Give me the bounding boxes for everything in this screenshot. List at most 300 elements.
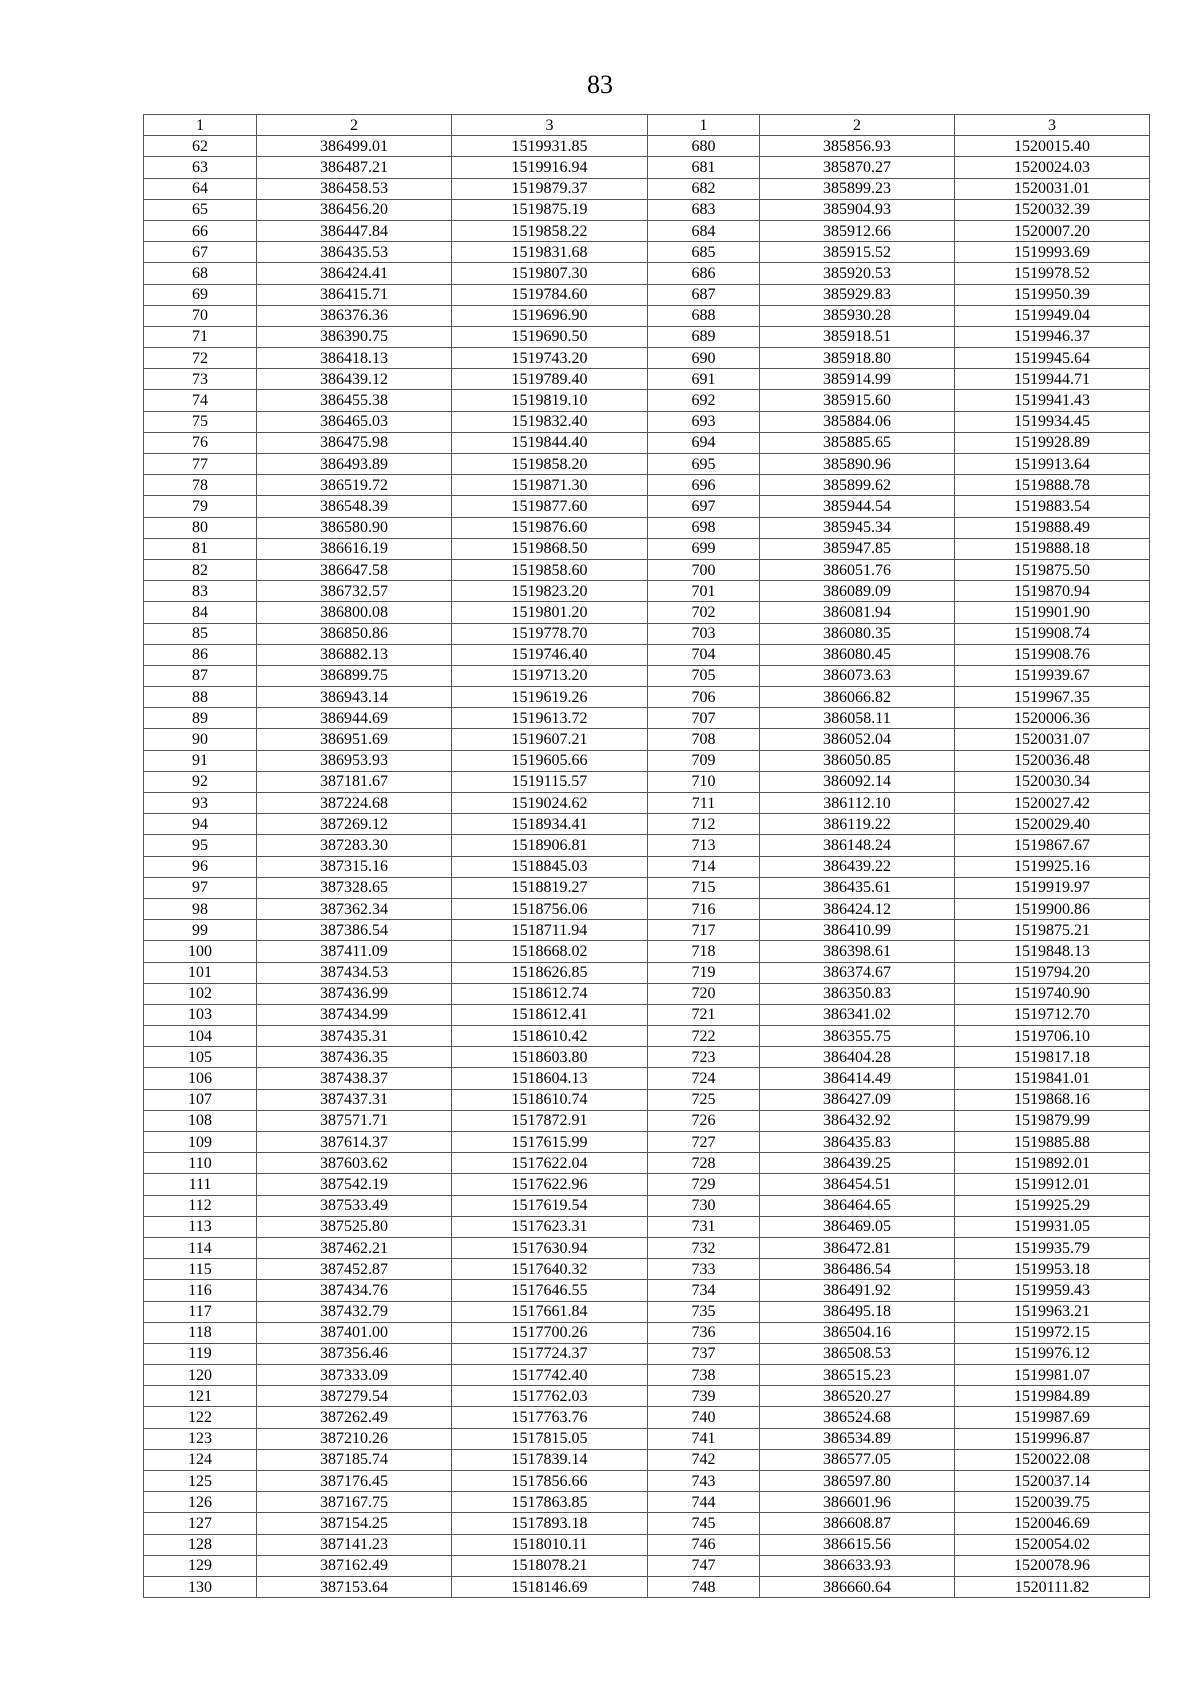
table-cell: 1518603.80 xyxy=(452,1047,648,1068)
table-cell: 697 xyxy=(648,496,760,517)
table-cell: 109 xyxy=(144,1132,257,1153)
table-cell: 387333.09 xyxy=(257,1365,452,1386)
table-cell: 387315.16 xyxy=(257,856,452,877)
table-cell: 686 xyxy=(648,263,760,284)
table-row xyxy=(144,305,1150,326)
table-cell: 706 xyxy=(648,687,760,708)
table-cell: 386486.54 xyxy=(760,1259,955,1280)
table-row xyxy=(144,411,1150,432)
table-cell: 387386.54 xyxy=(257,920,452,941)
table-cell: 1517661.84 xyxy=(452,1301,648,1322)
table-cell: 1519883.54 xyxy=(955,496,1150,517)
table-cell: 129 xyxy=(144,1555,257,1576)
table-row xyxy=(144,898,1150,919)
table-cell: 1517646.55 xyxy=(452,1280,648,1301)
table-cell: 1517619.54 xyxy=(452,1195,648,1216)
table-cell: 386943.14 xyxy=(257,687,452,708)
table-cell: 730 xyxy=(648,1195,760,1216)
table-cell: 1518906.81 xyxy=(452,835,648,856)
table-cell: 1518610.42 xyxy=(452,1026,648,1047)
table-cell: 1517622.04 xyxy=(452,1153,648,1174)
table-cell: 1519916.94 xyxy=(452,157,648,178)
table-cell: 386580.90 xyxy=(257,517,452,538)
table-cell: 386850.86 xyxy=(257,623,452,644)
table-cell: 1517724.37 xyxy=(452,1343,648,1364)
table-cell: 387356.46 xyxy=(257,1343,452,1364)
table-row xyxy=(144,941,1150,962)
table-cell: 387434.99 xyxy=(257,1004,452,1025)
table-row xyxy=(144,771,1150,792)
table-cell: 94 xyxy=(144,814,257,835)
table-cell: 386398.61 xyxy=(760,941,955,962)
table-cell: 130 xyxy=(144,1576,257,1597)
table-cell: 1519858.22 xyxy=(452,220,648,241)
table-cell: 1519888.49 xyxy=(955,517,1150,538)
table-cell: 97 xyxy=(144,877,257,898)
table-cell: 1519706.10 xyxy=(955,1026,1150,1047)
table-cell: 99 xyxy=(144,920,257,941)
table-cell: 386439.25 xyxy=(760,1153,955,1174)
table-row xyxy=(144,1576,1150,1597)
table-cell: 386058.11 xyxy=(760,708,955,729)
table-row xyxy=(144,284,1150,305)
table-cell: 682 xyxy=(648,178,760,199)
table-cell: 1519908.74 xyxy=(955,623,1150,644)
table-cell: 120 xyxy=(144,1365,257,1386)
table-cell: 387167.75 xyxy=(257,1492,452,1513)
table-row xyxy=(144,1365,1150,1386)
table-cell: 387533.49 xyxy=(257,1195,452,1216)
table-row xyxy=(144,1237,1150,1258)
table-cell: 707 xyxy=(648,708,760,729)
table-cell: 387141.23 xyxy=(257,1534,452,1555)
table-cell: 386424.41 xyxy=(257,263,452,284)
table-cell: 1519944.71 xyxy=(955,369,1150,390)
table-cell: 1520030.34 xyxy=(955,771,1150,792)
table-cell: 385920.53 xyxy=(760,263,955,284)
table-cell: 1518604.13 xyxy=(452,1068,648,1089)
table-cell: 720 xyxy=(648,983,760,1004)
table-cell: 1519876.60 xyxy=(452,517,648,538)
table-cell: 1519713.20 xyxy=(452,665,648,686)
table-cell: 731 xyxy=(648,1216,760,1237)
table-cell: 1517742.40 xyxy=(452,1365,648,1386)
table-cell: 386424.12 xyxy=(760,898,955,919)
table-cell: 1519950.39 xyxy=(955,284,1150,305)
table-cell: 1518668.02 xyxy=(452,941,648,962)
table-cell: 387525.80 xyxy=(257,1216,452,1237)
table-cell: 63 xyxy=(144,157,257,178)
table-cell: 735 xyxy=(648,1301,760,1322)
table-cell: 83 xyxy=(144,581,257,602)
table-cell: 387434.76 xyxy=(257,1280,452,1301)
table-cell: 386487.21 xyxy=(257,157,452,178)
table-cell: 385915.60 xyxy=(760,390,955,411)
table-cell: 1519024.62 xyxy=(452,793,648,814)
table-cell: 386499.01 xyxy=(257,136,452,157)
table-cell: 1519848.13 xyxy=(955,941,1150,962)
table-cell: 1519877.60 xyxy=(452,496,648,517)
table-cell: 1517700.26 xyxy=(452,1322,648,1343)
table-cell: 688 xyxy=(648,305,760,326)
column-header: 3 xyxy=(955,115,1150,136)
table-cell: 387614.37 xyxy=(257,1132,452,1153)
table-cell: 717 xyxy=(648,920,760,941)
table-cell: 1519935.79 xyxy=(955,1237,1150,1258)
table-cell: 386534.89 xyxy=(760,1428,955,1449)
table-cell: 736 xyxy=(648,1322,760,1343)
table-row xyxy=(144,432,1150,453)
table-cell: 386475.98 xyxy=(257,432,452,453)
table-cell: 1519912.01 xyxy=(955,1174,1150,1195)
table-cell: 1519946.37 xyxy=(955,326,1150,347)
table-cell: 1519976.12 xyxy=(955,1343,1150,1364)
table-cell: 386660.64 xyxy=(760,1576,955,1597)
table-cell: 386066.82 xyxy=(760,687,955,708)
table-cell: 1519888.78 xyxy=(955,475,1150,496)
table-cell: 387411.09 xyxy=(257,941,452,962)
table-cell: 1519789.40 xyxy=(452,369,648,390)
table-cell: 80 xyxy=(144,517,257,538)
table-cell: 386495.18 xyxy=(760,1301,955,1322)
table-cell: 1519959.43 xyxy=(955,1280,1150,1301)
table-row xyxy=(144,962,1150,983)
table-row xyxy=(144,1110,1150,1131)
table-cell: 684 xyxy=(648,220,760,241)
table-cell: 1519778.70 xyxy=(452,623,648,644)
table-cell: 386456.20 xyxy=(257,199,452,220)
table-row xyxy=(144,538,1150,559)
table-cell: 693 xyxy=(648,411,760,432)
table-cell: 66 xyxy=(144,220,257,241)
table-row xyxy=(144,1428,1150,1449)
table-cell: 1519801.20 xyxy=(452,602,648,623)
table-cell: 725 xyxy=(648,1089,760,1110)
table-cell: 1518711.94 xyxy=(452,920,648,941)
table-cell: 1519931.05 xyxy=(955,1216,1150,1237)
table-cell: 386732.57 xyxy=(257,581,452,602)
table-cell: 741 xyxy=(648,1428,760,1449)
column-header: 2 xyxy=(760,115,955,136)
table-cell: 1519925.16 xyxy=(955,856,1150,877)
table-row xyxy=(144,729,1150,750)
table-cell: 101 xyxy=(144,962,257,983)
table-cell: 1519607.21 xyxy=(452,729,648,750)
table-cell: 386616.19 xyxy=(257,538,452,559)
table-cell: 71 xyxy=(144,326,257,347)
table-row xyxy=(144,136,1150,157)
table-cell: 128 xyxy=(144,1534,257,1555)
table-row xyxy=(144,750,1150,771)
table-cell: 727 xyxy=(648,1132,760,1153)
table-cell: 1519885.88 xyxy=(955,1132,1150,1153)
table-cell: 386548.39 xyxy=(257,496,452,517)
table-row xyxy=(144,1280,1150,1301)
table-cell: 385914.99 xyxy=(760,369,955,390)
table-cell: 724 xyxy=(648,1068,760,1089)
table-cell: 1519841.01 xyxy=(955,1068,1150,1089)
table-cell: 386504.16 xyxy=(760,1322,955,1343)
table-cell: 713 xyxy=(648,835,760,856)
table-cell: 386410.99 xyxy=(760,920,955,941)
table-cell: 1520036.48 xyxy=(955,750,1150,771)
table-row xyxy=(144,1216,1150,1237)
table-cell: 119 xyxy=(144,1343,257,1364)
table-cell: 1517763.76 xyxy=(452,1407,648,1428)
table-cell: 1519858.20 xyxy=(452,454,648,475)
table-cell: 385915.52 xyxy=(760,242,955,263)
table-row xyxy=(144,814,1150,835)
table-row xyxy=(144,1449,1150,1470)
table-cell: 1520031.01 xyxy=(955,178,1150,199)
table-cell: 85 xyxy=(144,623,257,644)
table-row xyxy=(144,1068,1150,1089)
table-cell: 100 xyxy=(144,941,257,962)
table-cell: 105 xyxy=(144,1047,257,1068)
table-row xyxy=(144,454,1150,475)
table-cell: 88 xyxy=(144,687,257,708)
table-cell: 703 xyxy=(648,623,760,644)
table-cell: 386899.75 xyxy=(257,665,452,686)
table-cell: 387432.79 xyxy=(257,1301,452,1322)
table-cell: 1519901.90 xyxy=(955,602,1150,623)
table-cell: 102 xyxy=(144,983,257,1004)
table-row xyxy=(144,644,1150,665)
table-row xyxy=(144,877,1150,898)
table-row xyxy=(144,1513,1150,1534)
table-row xyxy=(144,1259,1150,1280)
table-cell: 108 xyxy=(144,1110,257,1131)
table-cell: 1517815.05 xyxy=(452,1428,648,1449)
table-cell: 1519919.97 xyxy=(955,877,1150,898)
column-header: 1 xyxy=(648,115,760,136)
table-body xyxy=(144,136,1150,1598)
table-cell: 91 xyxy=(144,750,257,771)
table-cell: 386081.94 xyxy=(760,602,955,623)
table-cell: 1519794.20 xyxy=(955,962,1150,983)
table-cell: 386089.09 xyxy=(760,581,955,602)
table-cell: 386601.96 xyxy=(760,1492,955,1513)
table-cell: 70 xyxy=(144,305,257,326)
table-cell: 729 xyxy=(648,1174,760,1195)
table-cell: 386341.02 xyxy=(760,1004,955,1025)
table-cell: 1519967.35 xyxy=(955,687,1150,708)
table-cell: 125 xyxy=(144,1471,257,1492)
table-cell: 386112.10 xyxy=(760,793,955,814)
table-cell: 1519892.01 xyxy=(955,1153,1150,1174)
table-cell: 387176.45 xyxy=(257,1471,452,1492)
table-cell: 1519908.76 xyxy=(955,644,1150,665)
table-cell: 385890.96 xyxy=(760,454,955,475)
table-cell: 386092.14 xyxy=(760,771,955,792)
table-cell: 386432.92 xyxy=(760,1110,955,1131)
table-cell: 386052.04 xyxy=(760,729,955,750)
table-cell: 1520015.40 xyxy=(955,136,1150,157)
table-row xyxy=(144,1174,1150,1195)
table-cell: 1519987.69 xyxy=(955,1407,1150,1428)
table-cell: 1518819.27 xyxy=(452,877,648,898)
table-cell: 387437.31 xyxy=(257,1089,452,1110)
table-row xyxy=(144,199,1150,220)
table-cell: 386427.09 xyxy=(760,1089,955,1110)
table-cell: 386350.83 xyxy=(760,983,955,1004)
table-cell: 386520.27 xyxy=(760,1386,955,1407)
table-cell: 1519879.37 xyxy=(452,178,648,199)
table-row xyxy=(144,369,1150,390)
table-cell: 711 xyxy=(648,793,760,814)
table-cell: 1519925.29 xyxy=(955,1195,1150,1216)
table-cell: 386458.53 xyxy=(257,178,452,199)
table-cell: 73 xyxy=(144,369,257,390)
column-header: 2 xyxy=(257,115,452,136)
table-cell: 387436.35 xyxy=(257,1047,452,1068)
table-cell: 79 xyxy=(144,496,257,517)
table-cell: 385856.93 xyxy=(760,136,955,157)
table-cell: 385945.34 xyxy=(760,517,955,538)
table-cell: 1519784.60 xyxy=(452,284,648,305)
table-cell: 1517762.03 xyxy=(452,1386,648,1407)
table-cell: 386447.84 xyxy=(257,220,452,241)
table-cell: 386508.53 xyxy=(760,1343,955,1364)
table-cell: 386148.24 xyxy=(760,835,955,856)
table-cell: 714 xyxy=(648,856,760,877)
table-cell: 386080.45 xyxy=(760,644,955,665)
table-cell: 1520029.40 xyxy=(955,814,1150,835)
table-cell: 1519696.90 xyxy=(452,305,648,326)
table-cell: 1519939.67 xyxy=(955,665,1150,686)
table-cell: 96 xyxy=(144,856,257,877)
page-number: 83 xyxy=(587,70,613,99)
table-cell: 1518612.41 xyxy=(452,1004,648,1025)
table-row xyxy=(144,475,1150,496)
table-cell: 84 xyxy=(144,602,257,623)
table-cell: 386633.93 xyxy=(760,1555,955,1576)
table-cell: 386465.03 xyxy=(257,411,452,432)
table-cell: 386355.75 xyxy=(760,1026,955,1047)
table-cell: 1520027.42 xyxy=(955,793,1150,814)
table-row xyxy=(144,708,1150,729)
table-cell: 723 xyxy=(648,1047,760,1068)
table-cell: 387153.64 xyxy=(257,1576,452,1597)
table-cell: 106 xyxy=(144,1068,257,1089)
table-cell: 64 xyxy=(144,178,257,199)
table-cell: 78 xyxy=(144,475,257,496)
table-cell: 1519832.40 xyxy=(452,411,648,432)
table-cell: 1519605.66 xyxy=(452,750,648,771)
table-cell: 1519870.94 xyxy=(955,581,1150,602)
table-cell: 387181.67 xyxy=(257,771,452,792)
table-cell: 738 xyxy=(648,1365,760,1386)
table-cell: 110 xyxy=(144,1153,257,1174)
table-cell: 386119.22 xyxy=(760,814,955,835)
table-row xyxy=(144,602,1150,623)
table-cell: 386050.85 xyxy=(760,750,955,771)
table-row xyxy=(144,263,1150,284)
table-cell: 1519858.60 xyxy=(452,559,648,580)
table-cell: 386435.53 xyxy=(257,242,452,263)
table-cell: 719 xyxy=(648,962,760,983)
table-cell: 75 xyxy=(144,411,257,432)
table-row xyxy=(144,1322,1150,1343)
table-cell: 746 xyxy=(648,1534,760,1555)
table-cell: 699 xyxy=(648,538,760,559)
table-cell: 694 xyxy=(648,432,760,453)
table-cell: 1519945.64 xyxy=(955,348,1150,369)
table-cell: 1519817.18 xyxy=(955,1047,1150,1068)
table-cell: 1520032.39 xyxy=(955,199,1150,220)
table-cell: 387571.71 xyxy=(257,1110,452,1131)
table-cell: 386608.87 xyxy=(760,1513,955,1534)
table-cell: 386472.81 xyxy=(760,1237,955,1258)
table-cell: 1519831.68 xyxy=(452,242,648,263)
table-cell: 386647.58 xyxy=(257,559,452,580)
table-cell: 122 xyxy=(144,1407,257,1428)
table-cell: 1520006.36 xyxy=(955,708,1150,729)
table-cell: 386951.69 xyxy=(257,729,452,750)
table-cell: 1519871.30 xyxy=(452,475,648,496)
table-row xyxy=(144,178,1150,199)
table-cell: 1519953.18 xyxy=(955,1259,1150,1280)
table-cell: 111 xyxy=(144,1174,257,1195)
table-row xyxy=(144,1555,1150,1576)
table-cell: 1520054.02 xyxy=(955,1534,1150,1555)
table-cell: 387279.54 xyxy=(257,1386,452,1407)
table-cell: 740 xyxy=(648,1407,760,1428)
table-cell: 386455.38 xyxy=(257,390,452,411)
table-cell: 702 xyxy=(648,602,760,623)
table-row xyxy=(144,983,1150,1004)
table-row xyxy=(144,1089,1150,1110)
table-cell: 385899.62 xyxy=(760,475,955,496)
table-cell: 709 xyxy=(648,750,760,771)
table-cell: 1519963.21 xyxy=(955,1301,1150,1322)
table-cell: 1519613.72 xyxy=(452,708,648,729)
table-cell: 74 xyxy=(144,390,257,411)
table-row xyxy=(144,1386,1150,1407)
table-cell: 1519972.15 xyxy=(955,1322,1150,1343)
table-cell: 386577.05 xyxy=(760,1449,955,1470)
table-cell: 1519875.21 xyxy=(955,920,1150,941)
table-cell: 93 xyxy=(144,793,257,814)
table-cell: 385885.65 xyxy=(760,432,955,453)
table-cell: 386515.23 xyxy=(760,1365,955,1386)
table-row xyxy=(144,1026,1150,1047)
table-cell: 1519875.50 xyxy=(955,559,1150,580)
table-cell: 98 xyxy=(144,898,257,919)
table-cell: 387435.31 xyxy=(257,1026,452,1047)
table-cell: 696 xyxy=(648,475,760,496)
table-cell: 1520046.69 xyxy=(955,1513,1150,1534)
table-cell: 701 xyxy=(648,581,760,602)
table-cell: 689 xyxy=(648,326,760,347)
table-cell: 117 xyxy=(144,1301,257,1322)
table-row xyxy=(144,559,1150,580)
table-cell: 1517623.31 xyxy=(452,1216,648,1237)
table-cell: 386800.08 xyxy=(257,602,452,623)
table-cell: 704 xyxy=(648,644,760,665)
table-row xyxy=(144,793,1150,814)
table-cell: 683 xyxy=(648,199,760,220)
table-cell: 1519879.99 xyxy=(955,1110,1150,1131)
coordinates-table xyxy=(143,114,1150,1598)
table-cell: 385929.83 xyxy=(760,284,955,305)
table-row xyxy=(144,220,1150,241)
table-cell: 386493.89 xyxy=(257,454,452,475)
table-cell: 386519.72 xyxy=(257,475,452,496)
table-row xyxy=(144,835,1150,856)
table-cell: 1518626.85 xyxy=(452,962,648,983)
table-cell: 86 xyxy=(144,644,257,665)
